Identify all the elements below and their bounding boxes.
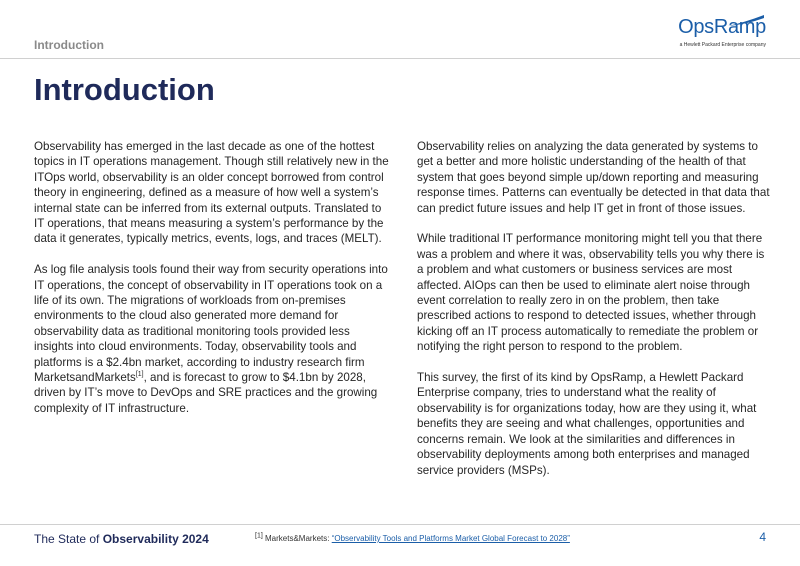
page-number: 4 [759, 530, 766, 544]
footnote-reference[interactable]: [1] [135, 371, 144, 379]
right-column [417, 139, 772, 493]
section-label: Introduction [34, 38, 104, 52]
logo-tagline: a Hewlett Packard Enterprise company [679, 42, 766, 48]
left-paragraph-2: As log file analysis tools found their way from security operations into IT operations, the concept of observability in IT operations took on a life of its own. The migrations of workloads from on-premises environments to the cloud also generated more demand for observability data as traditional monitoring tools provided less insights into cloud environments. Today, observability tools and platforms is a $2.4bn market, according to industry research firm MarketsandMarkets[1], and is forecast to grow to $4.1bn by 2028, driven by IT’s move to DevOps and SRE practices and the growing complexity of IT infrastructure. [34, 263, 388, 415]
footer-divider [0, 524, 800, 525]
left-paragraph-1: Observability has emerged in the last decade as one of the hottest topics in IT operations management. Though still relatively new in the ITOps world, observability is an older concept borrowed from control theory in engineering, defined as a measure of how well a system’s internal state can be inferred from its external outputs. Translated to IT operations, that means measuring a system’s performance by the data it generates, typically metrics, events, logs, and traces (MELT). [34, 140, 389, 246]
right-paragraph-1: Observability relies on analyzing the data generated by systems to get a better and more holistic understanding of the health of that system that goes beyond simple up/down reporting and measuring response times. Patterns can eventually be detected in that data that can predict future issues and help IT get in front of those issues. [417, 140, 770, 215]
logo-wordmark: OpsRamp [678, 16, 766, 38]
footnote: [1] Markets&Markets: “Observability Tools and Platforms Market Global Forecast to 2028” [255, 532, 570, 543]
page-title: Introduction [34, 72, 215, 107]
right-paragraph-2: While traditional IT performance monitoring might tell you that there was a problem and where it was, observability tells you why there is a problem and what customers or business services are most affected. AIOps can then be used to eliminate alert noise through event correlation to really zero in on the problem, then take prescribed actions to respond to detected issues, whether through kicking off an IT process automatically to remediate the problem or notifying the right person to respond to the problem. [417, 232, 765, 354]
opsramp-logo [670, 14, 766, 50]
left-column [34, 139, 389, 432]
header-divider [0, 58, 800, 59]
report-title: The State of Observability 2024 [34, 532, 209, 546]
footnote-link[interactable]: “Observability Tools and Platforms Market Global Forecast to 2028” [331, 534, 570, 543]
right-paragraph-3: This survey, the first of its kind by OpsRamp, a Hewlett Packard Enterprise company, tries to understand what the reality of observability is for organizations today, how are they using it, what benefits they are seeing and what challenges, opportunities and concerns remain. We look at the similarities and differences in observability deployments among both enterprises and managed service providers (MSPs). [417, 371, 757, 477]
